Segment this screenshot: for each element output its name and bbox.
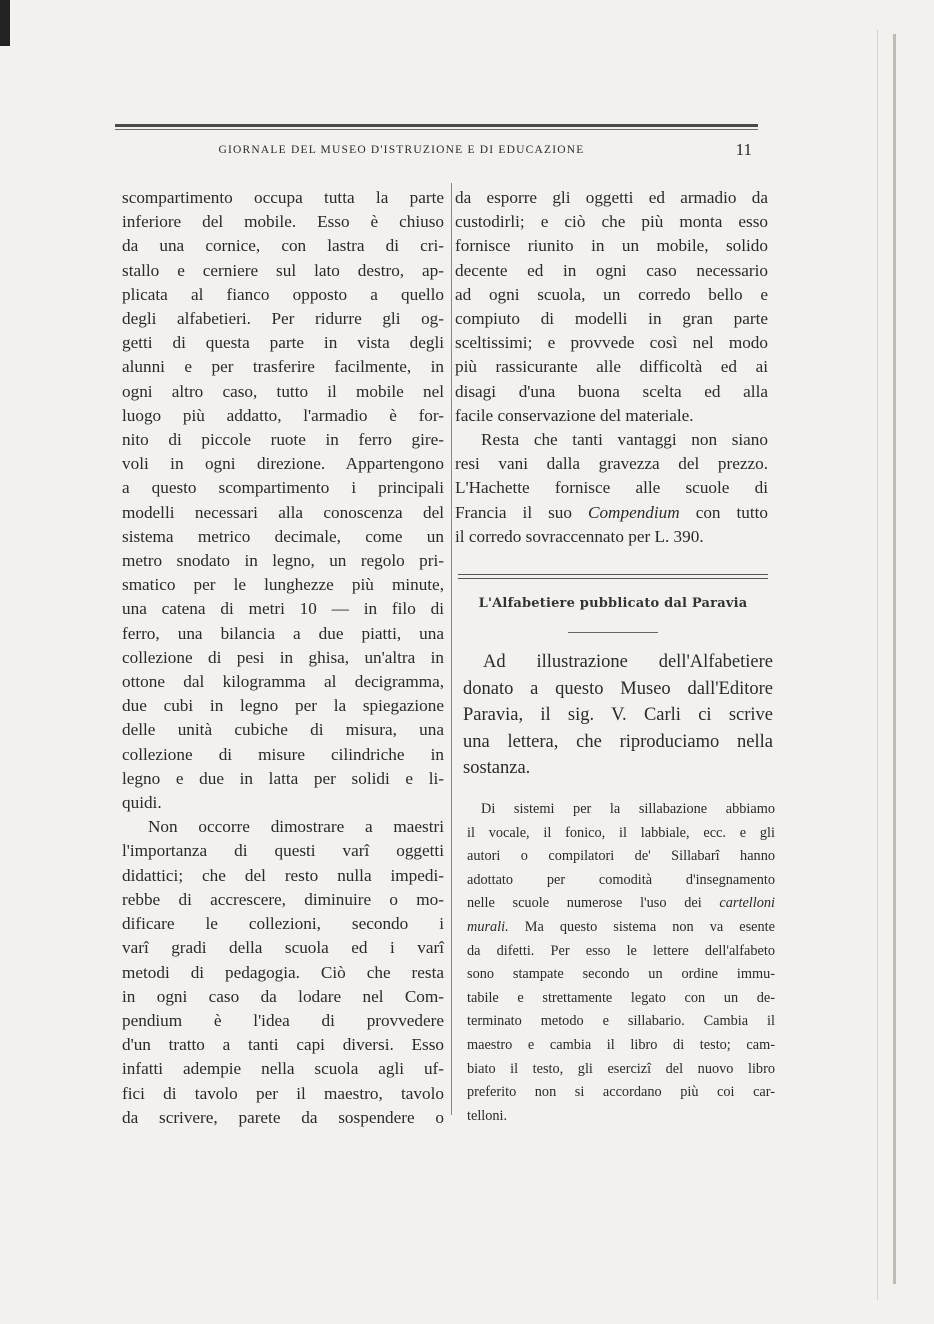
right-paragraph-2 [455, 428, 768, 549]
text-line: da difetti. Per esso le lettere dell'alfabeto [467, 942, 775, 959]
text-line-cartelloni [467, 892, 775, 916]
quoted-letter [467, 798, 775, 1128]
text-line: Resta che tanti vantaggi non siano [481, 430, 768, 450]
text-line: facile conservazione del materiale. [455, 405, 694, 425]
text-line: metodi di pedagogia. Ciò che resta [122, 962, 444, 982]
text-line: adottato per comodità d'insegnamento [467, 871, 775, 888]
text-line: metro snodato in legno, un regolo pri- [122, 551, 444, 571]
text-line-murali [467, 916, 775, 940]
text-line: smatico per le lunghezze più minute, [122, 575, 444, 595]
text-line: l'importanza di questi varî oggetti [122, 841, 444, 861]
text-line: delle unità cubiche di misura, una [122, 720, 444, 740]
text-line: da scrivere, parete da sospendere o [122, 1107, 444, 1127]
text-line: autori o compilatori de' Sillabarî hanno [467, 848, 775, 865]
text-line: nito di piccole ruote in ferro gire- [122, 430, 444, 450]
left-paragraph-1 [122, 186, 444, 815]
text-line: inferiore del mobile. Esso è chiuso [122, 212, 444, 232]
text-line: Non occorre dimostrare a maestri [148, 817, 444, 837]
text-line: più rassicurante alle difficoltà ed ai [455, 357, 768, 377]
italic-murali: murali. [467, 918, 509, 935]
left-column [122, 186, 444, 1130]
text-line: compiuto di modelli in gran parte [455, 309, 768, 329]
text-line: donato a questo Museo dall'Editore [463, 678, 773, 699]
text-line: modelli necessari alla conoscenza del [122, 502, 444, 522]
text-line: resi vani dalla gravezza del prezzo. [455, 454, 768, 474]
running-title: GIORNALE DEL MUSEO D'ISTRUZIONE E DI EDUCAZIONE [218, 144, 585, 156]
text-line: fici di tavolo per il maestro, tavolo [122, 1083, 444, 1103]
text-line: quidi. [122, 793, 162, 813]
text-line: alunni e per trasferire facilmente, in [122, 357, 444, 377]
text-fragment: con tutto [695, 502, 769, 522]
text-line: degli alfabetieri. Per ridurre gli og- [122, 309, 444, 329]
running-head [115, 141, 758, 161]
text-line-compendium [455, 501, 768, 525]
text-line: da una cornice, con lastra di cri- [122, 236, 444, 256]
compendium-title: Compendium [588, 502, 680, 522]
text-line: in ogni caso da lodare nel Com- [122, 986, 444, 1006]
italic-cartelloni: cartelloni [719, 895, 776, 912]
text-line: il vocale, il fonico, il labbiale, ecc. e gli [467, 824, 775, 841]
text-line: Di sistemi per la sillabazione abbiamo [481, 801, 775, 817]
text-line: voli in ogni direzione. Appartengono [122, 454, 444, 474]
text-line: d'un tratto a tanti capi diversi. Esso [122, 1035, 444, 1055]
right-column [455, 186, 768, 549]
text-line: preferito non si accordano più coi car- [467, 1084, 775, 1101]
section-title-rule [568, 632, 658, 633]
text-line: getti di questa parte in vista degli [122, 333, 444, 353]
text-line: da esporre gli oggetti ed armadio da [455, 188, 768, 207]
text-line: terminato metodo e sillabario. Cambia il [467, 1013, 775, 1030]
page-number: 11 [735, 140, 752, 159]
text-line: plicata al fianco opposto a quello [122, 284, 444, 304]
scan-corner-mark [0, 0, 10, 46]
text-line: varî gradi della scuola ed i varî [122, 938, 444, 958]
text-line: sceltissimi; e provvede così nel modo [455, 333, 768, 353]
text-line: maestro e cambia il libro di testo; cam- [467, 1036, 775, 1053]
text-line: decente ed in ogni caso necessario [455, 260, 768, 280]
text-line: rebbe di accrescere, diminuire o mo- [122, 889, 444, 909]
section-title: L'Alfabetiere pubblicato dal Paravia [478, 596, 748, 611]
text-line: disagi d'una buona scelta ed alla [455, 381, 768, 401]
text-fragment: Ma questo sistema non va esente [524, 918, 775, 935]
text-line: tabile e strettamente legato con un de- [467, 989, 775, 1006]
text-line: sistema metrico decimale, come un [122, 526, 444, 546]
text-line: sostanza. [463, 758, 531, 778]
text-line: L'Hachette fornisce alle scuole di [455, 478, 768, 498]
column-divider [451, 183, 452, 1115]
text-line: ogni altro caso, tutto il mobile nel [122, 381, 444, 401]
text-line: legno e due in latta per solidi e li- [122, 768, 444, 788]
text-line: a questo scompartimento i principali [122, 478, 444, 498]
section-rule-top-second [458, 578, 768, 579]
text-fragment: nelle scuole numerose l'uso dei [467, 895, 702, 912]
text-line: il corredo sovraccennato per L. 390. [455, 526, 704, 546]
header-rule-thin [115, 129, 758, 130]
text-line: collezione di misure cilindriche in [122, 744, 444, 764]
page-edge-shadow [893, 34, 896, 1284]
text-line: pendium è l'idea di provvedere [122, 1010, 444, 1030]
right-paragraph-1 [455, 186, 768, 428]
text-line: ad ogni scuola, un corredo bello e [455, 284, 768, 304]
text-line: luogo più addatto, l'armadio è for- [122, 405, 444, 425]
section-rule-top [458, 574, 768, 575]
text-line: una catena di metri 10 — in filo di [122, 599, 444, 619]
text-line: Paravia, il sig. V. Carli ci scrive [463, 705, 773, 725]
text-line: scompartimento occupa tutta la parte [122, 188, 444, 207]
text-line: biato il testo, gli esercizî del nuovo libro [467, 1060, 775, 1077]
text-line: infatti adempie nella scuola agli uf- [122, 1059, 444, 1079]
text-line: telloni. [467, 1107, 508, 1124]
intro-paragraph [463, 649, 773, 782]
text-line: due cubi in legno per la spiegazione [122, 696, 444, 716]
text-line: ferro, una bilancia a due piatti, una [122, 623, 444, 643]
text-line: dificare le collezioni, secondo i [122, 914, 444, 934]
text-line: custodirli; e ciò che più monta esso [455, 212, 768, 232]
text-line: una lettera, che riproduciamo nella [463, 731, 773, 752]
page-edge-line [877, 30, 878, 1300]
text-line: collezione di pesi in ghisa, un'altra in [122, 647, 444, 667]
left-paragraph-2 [122, 815, 444, 1130]
text-line: didattici; che del resto nulla impedi- [122, 865, 444, 885]
header-rule [115, 124, 758, 127]
text-line: stallo e cerniere sul lato destro, ap- [122, 260, 444, 280]
text-line: Ad illustrazione dell'Alfabetiere [483, 652, 773, 672]
text-line: ottone dal kilogramma al decigramma, [122, 672, 444, 692]
text-line: sono stampate secondo un ordine immu- [467, 966, 775, 983]
text-line: fornisce riunito in un mobile, solido [455, 236, 768, 256]
text-fragment: Francia il suo [455, 502, 572, 522]
